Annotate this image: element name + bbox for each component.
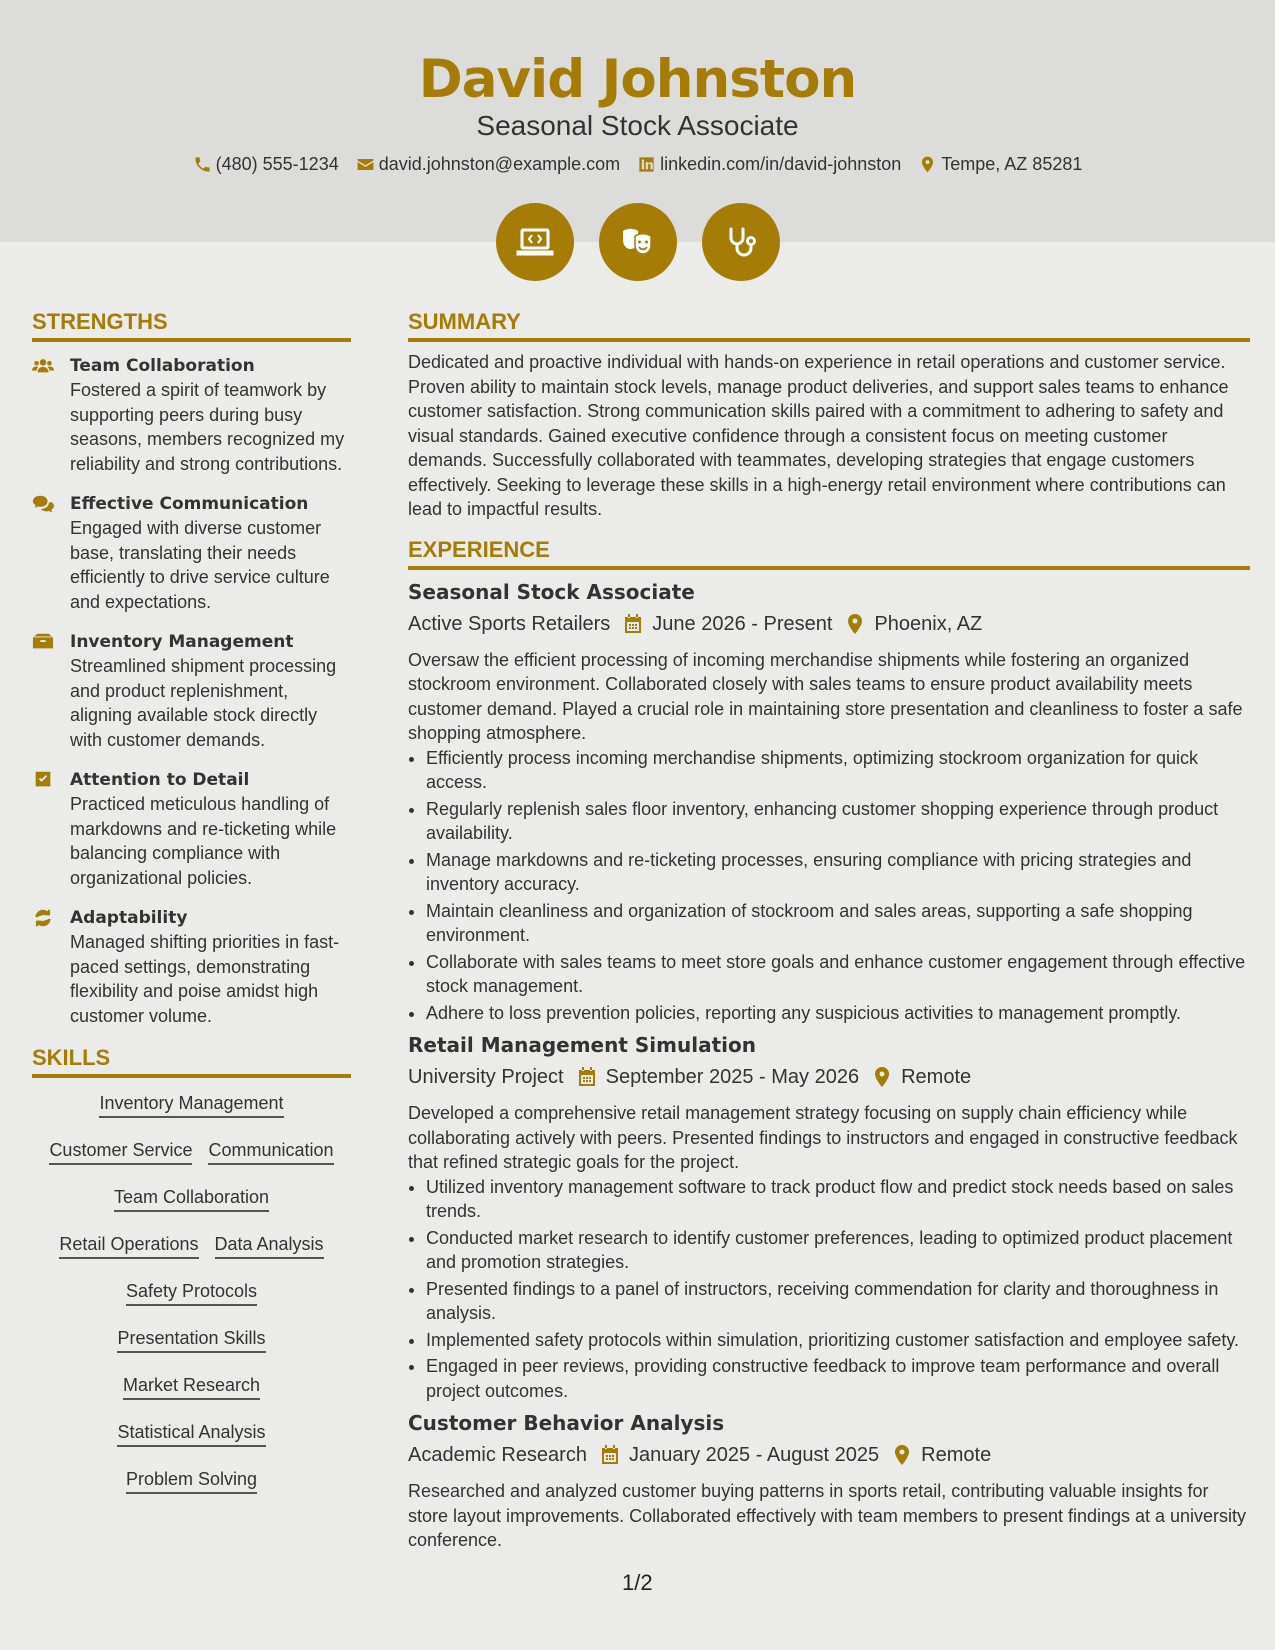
contact-email[interactable] <box>356 152 620 176</box>
company-name: Active Sports Retailers <box>408 612 611 635</box>
bullet-item: • Presented findings to a panel of instructors, receiving commendation for clarity and thoroughness in analysis. <box>426 1277 1250 1326</box>
calendar-icon <box>578 1067 596 1087</box>
strength-item <box>32 906 351 1028</box>
envelope-icon <box>356 155 375 174</box>
bullet-item: • Engaged in peer reviews, providing constructive feedback to improve team performance and overall project outcomes. <box>426 1354 1250 1403</box>
job-entry <box>408 1031 1250 1403</box>
skill-tag: Data Analysis <box>215 1233 324 1259</box>
job-title: Customer Behavior Analysis <box>408 1411 725 1435</box>
bullet-item: • Regularly replenish sales floor inventory, enhancing customer shopping experience through product availability. <box>426 797 1250 846</box>
linkedin-icon <box>637 155 656 174</box>
map-marker-icon <box>893 1445 911 1465</box>
phone-icon <box>193 155 212 174</box>
skill-row <box>38 1421 345 1447</box>
job-title: Seasonal Stock Associate <box>408 579 695 604</box>
job-description: Researched and analyzed customer buying patterns in sports retail, contributing valuable insights for store layout improvements. Collaborated effectively with team members to present findings at a university conference. <box>408 1481 1247 1550</box>
job-dates: January 2025 - August 2025 <box>628 1444 880 1466</box>
skills-list <box>32 1086 351 1494</box>
interest-badges <box>0 203 1275 281</box>
bullet-item: • Implemented safety protocols within simulation, prioritizing customer satisfaction and employee safety. <box>426 1328 1250 1353</box>
strength-title: Team Collaboration <box>70 356 255 376</box>
strengths-heading: STRENGTHS <box>32 308 351 342</box>
comments-icon <box>32 494 54 514</box>
skill-row <box>38 1280 345 1306</box>
skill-tag: Safety Protocols <box>126 1280 257 1306</box>
job-location: Phoenix, AZ <box>874 612 983 635</box>
skill-row <box>38 1186 345 1212</box>
left-column <box>32 308 351 1494</box>
skill-tag: Team Collaboration <box>114 1186 269 1212</box>
skill-tag: Presentation Skills <box>117 1327 265 1353</box>
bullet-item: • Adhere to loss prevention policies, reporting any suspicious activities to management promptly. <box>426 1001 1250 1026</box>
skill-tag: Inventory Management <box>99 1092 283 1118</box>
laptop-code-icon <box>515 222 555 262</box>
bullet-item: • Efficiently process incoming merchandise shipments, optimizing stockroom organization for quick access. <box>426 746 1250 795</box>
contact-bar <box>0 152 1275 176</box>
skill-row <box>38 1092 345 1118</box>
calendar-icon <box>601 1445 619 1465</box>
contact-phone[interactable] <box>193 152 339 176</box>
boxes-icon <box>32 632 54 652</box>
map-marker-icon <box>873 1067 891 1087</box>
job-meta <box>408 1063 1250 1091</box>
job-title-heading: Seasonal Stock Associate <box>476 110 799 141</box>
skill-tag: Market Research <box>123 1374 260 1400</box>
job-location: Remote <box>921 1444 992 1466</box>
strength-title: Effective Communication <box>70 494 309 514</box>
skill-tag: Statistical Analysis <box>117 1421 265 1447</box>
strength-item <box>32 630 351 752</box>
strength-desc: Engaged with diverse customer base, translating their needs efficiently to drive service culture and expectations. <box>70 518 330 612</box>
strengths-list <box>32 350 351 1028</box>
sync-icon <box>32 908 54 928</box>
bullet-item: • Maintain cleanliness and organization of stockroom and sales areas, supporting a safe shopping environment. <box>426 899 1250 948</box>
job-bullets <box>408 1175 1250 1404</box>
calendar-icon <box>624 614 642 634</box>
skill-tag: Customer Service <box>49 1139 192 1165</box>
summary-heading: SUMMARY <box>408 308 1250 342</box>
linkedin-text: linkedin.com/in/david-johnston <box>660 154 902 174</box>
job-meta <box>408 610 1250 638</box>
strength-desc: Managed shifting priorities in fast-paced settings, demonstrating flexibility and poise amidst high customer volume. <box>70 932 340 1026</box>
job-dates: September 2025 - May 2026 <box>605 1066 860 1088</box>
strength-item <box>32 354 351 476</box>
theater-masks-badge <box>599 203 677 281</box>
theater-masks-icon <box>618 222 658 262</box>
job-entry <box>408 578 1250 1026</box>
job-description: Oversaw the efficient processing of incoming merchandise shipments while fostering an organized stockroom environment. Collaborated closely with sales teams to ensure product availability meets customer demand. Played a crucial role in maintaining store presentation and cleanliness to foster a safe shopping atmosphere. <box>408 649 1243 743</box>
contact-linkedin[interactable] <box>637 152 901 176</box>
skill-tag: Retail Operations <box>59 1233 198 1259</box>
job-title: Retail Management Simulation <box>408 1033 756 1057</box>
skill-tag: Communication <box>208 1139 333 1165</box>
stethoscope-badge <box>702 203 780 281</box>
right-column <box>408 308 1250 1553</box>
strength-title: Adaptability <box>70 908 188 928</box>
job-dates: June 2026 - Present <box>652 612 833 635</box>
summary-text: Dedicated and proactive individual with hands-on experience in retail operations and customer service. Proven ability to maintain stock levels, manage product deliveries, and support sales teams to enhance customer satisfaction. Strong communication skills paired with a commitment to adhering to safety and visual standards. Gained executive confidence through a consistent focus on meeting customer demands. Successfully collaborated with teammates, developing strategies that engage customers effectively. Seeking to leverage these skills in a high-energy retail environment where contributions can lead to impactful results. <box>408 352 1229 519</box>
company-name: Academic Research <box>408 1444 587 1466</box>
location-text: Tempe, AZ 85281 <box>941 154 1083 174</box>
users-icon <box>32 356 54 376</box>
page-number: 1/2 <box>622 1570 653 1595</box>
strength-title: Attention to Detail <box>70 770 250 790</box>
map-marker-icon <box>918 155 937 174</box>
strength-desc: Fostered a spirit of teamwork by supporting peers during busy seasons, members recognized my reliability and strong contributions. <box>70 380 345 474</box>
strength-desc: Streamlined shipment processing and product replenishment, aligning available stock directly with customer demands. <box>70 656 337 750</box>
bullet-item: • Conducted market research to identify customer preferences, leading to optimized product placement and promotion strategies. <box>426 1226 1250 1275</box>
phone-text: (480) 555-1234 <box>215 154 339 174</box>
job-bullets <box>408 746 1250 1026</box>
laptop-code-badge <box>496 203 574 281</box>
job-description: Developed a comprehensive retail management strategy focusing on supply chain efficiency while collaborating actively with peers. Presented findings to instructors and engaged in constructive feedback that refined strategic goals for the project. <box>408 1103 1238 1172</box>
skill-row <box>38 1374 345 1400</box>
stethoscope-icon <box>721 222 761 262</box>
map-marker-icon <box>846 614 864 634</box>
candidate-name: David Johnston <box>418 49 857 110</box>
bullet-item: • Utilized inventory management software to track product flow and predict stock needs based on sales trends. <box>426 1175 1250 1224</box>
company-name: University Project <box>408 1066 564 1088</box>
strength-title: Inventory Management <box>70 632 294 652</box>
strength-item <box>32 768 351 890</box>
bullet-item: • Manage markdowns and re-ticketing processes, ensuring compliance with pricing strategies and inventory accuracy. <box>426 848 1250 897</box>
bullet-item: • Collaborate with sales teams to meet store goals and enhance customer engagement through effective stock management. <box>426 950 1250 999</box>
experience-heading: EXPERIENCE <box>408 536 1250 570</box>
strength-item <box>32 492 351 614</box>
strength-desc: Practiced meticulous handling of markdowns and re-ticketing while balancing compliance with organizational policies. <box>70 794 337 888</box>
skill-row <box>38 1468 345 1494</box>
job-entry <box>408 1409 1250 1553</box>
email-text: david.johnston@example.com <box>378 154 621 174</box>
skill-tag: Problem Solving <box>126 1468 257 1494</box>
skills-heading: SKILLS <box>32 1044 351 1078</box>
job-location: Remote <box>901 1066 972 1088</box>
job-meta <box>408 1441 1250 1469</box>
contact-location <box>918 152 1082 176</box>
skill-row <box>38 1327 345 1353</box>
check-square-icon <box>32 770 54 790</box>
